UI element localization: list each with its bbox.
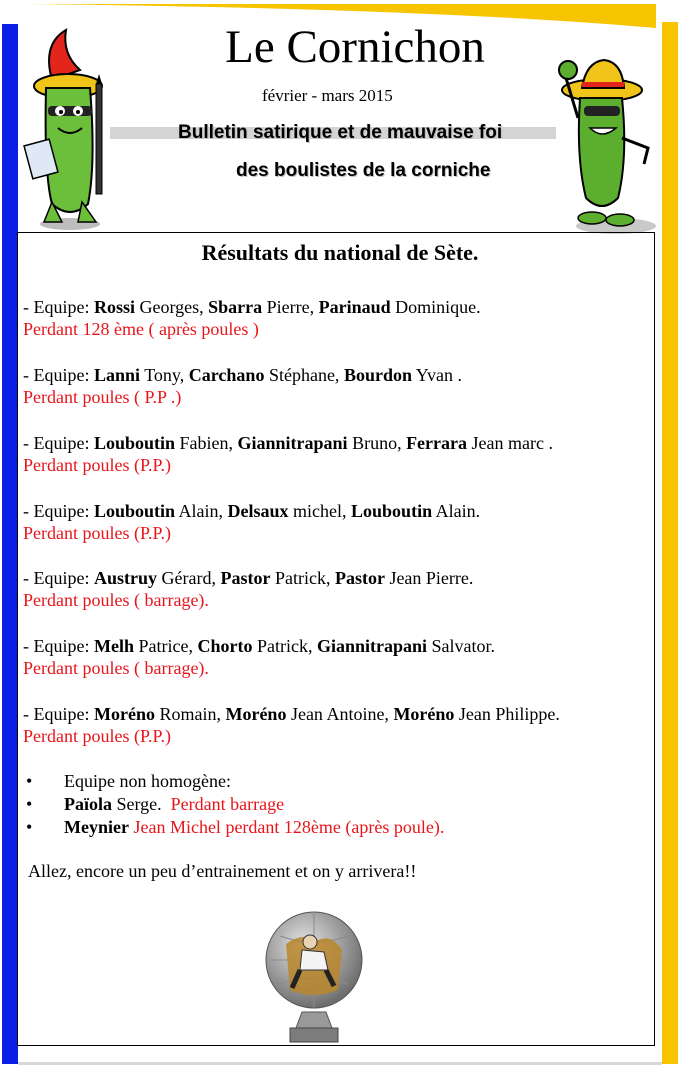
team-prefix: - Equipe: xyxy=(23,704,94,724)
result-text: Jean Michel perdant 128ème (après poule). xyxy=(128,817,445,837)
result-text: Perdant barrage xyxy=(170,794,285,814)
player-first-name: Serge. xyxy=(112,794,171,814)
team-players xyxy=(23,703,560,725)
player-first-name: Gérard, xyxy=(157,568,221,588)
team-result: Perdant poules (P.P.) xyxy=(23,523,171,543)
team-prefix: - Equipe: xyxy=(23,365,94,385)
issue-date: février - mars 2015 xyxy=(262,86,393,105)
player-last-name: Louboutin xyxy=(351,501,433,521)
team-players xyxy=(23,296,481,318)
player-last-name: Meynier xyxy=(64,817,129,837)
player-last-name: Païola xyxy=(64,794,112,814)
player-last-name: Chorto xyxy=(197,636,253,656)
team-players xyxy=(23,635,495,657)
team-entry xyxy=(23,296,481,340)
player-last-name: Bourdon xyxy=(343,365,412,385)
player-first-name: Jean Philippe. xyxy=(454,704,560,724)
team-entry xyxy=(23,703,560,747)
player-last-name: Rossi xyxy=(93,297,135,317)
bullet-dot: • xyxy=(26,771,33,791)
bullet-dot: • xyxy=(26,817,33,837)
player-last-name: Ferrara xyxy=(406,433,468,453)
player-first-name: Tony, xyxy=(140,365,189,385)
player-last-name: Delsaux xyxy=(227,501,289,521)
player-last-name: Moréno xyxy=(225,704,287,724)
player-last-name: Pastor xyxy=(220,568,271,588)
subtitle-line-2: des boulistes de la corniche xyxy=(236,160,491,181)
player-first-name: Alain, xyxy=(175,501,228,521)
player-first-name: Patrice, xyxy=(133,636,198,656)
player-first-name: Jean marc . xyxy=(467,433,553,453)
bottom-border xyxy=(18,1062,662,1065)
team-result: Perdant poules (P.P.) xyxy=(23,726,171,746)
player-first-name: Yvan . xyxy=(411,365,462,385)
team-entry xyxy=(23,500,480,544)
team-prefix: - Equipe: xyxy=(23,636,94,656)
player-last-name: Louboutin xyxy=(93,433,176,453)
player-last-name: Giannitrapani xyxy=(316,636,427,656)
player-first-name: Pierre, xyxy=(262,297,319,317)
player-last-name: Giannitrapani xyxy=(237,433,348,453)
team-prefix: - Equipe: xyxy=(23,297,94,317)
team-entry xyxy=(23,635,495,679)
team-prefix: - Equipe: xyxy=(23,568,94,588)
player-first-name: Alain. xyxy=(432,501,481,521)
player-first-name: Stéphane, xyxy=(264,365,344,385)
right-yellow-border xyxy=(662,22,678,1064)
section-title: Résultats du national de Sète. xyxy=(201,240,479,265)
bullet-list xyxy=(26,770,444,839)
player-last-name: Austruy xyxy=(93,568,157,588)
player-first-name: Bruno, xyxy=(347,433,407,453)
player-first-name: Georges, xyxy=(135,297,209,317)
player-first-name: Patrick, xyxy=(252,636,317,656)
player-last-name: Melh xyxy=(93,636,134,656)
team-prefix: - Equipe: xyxy=(23,501,94,521)
team-result: Perdant 128 ème ( après poules ) xyxy=(23,319,259,339)
left-blue-border xyxy=(2,24,18,1064)
newsletter-title: Le Cornichon xyxy=(225,21,485,73)
petanque-trophy-image xyxy=(262,904,366,1046)
pickle-mascot-left-image xyxy=(22,24,114,234)
player-last-name: Lanni xyxy=(93,365,141,385)
bullet-dot: • xyxy=(26,794,33,814)
team-players xyxy=(23,364,462,386)
player-first-name: Dominique. xyxy=(390,297,481,317)
player-first-name: Salvator. xyxy=(427,636,495,656)
player-first-name: Jean Pierre. xyxy=(384,568,474,588)
pickle-mascot-right-image xyxy=(556,48,660,238)
bullet-item xyxy=(26,793,444,816)
team-result: Perdant poules ( barrage). xyxy=(23,590,209,610)
team-result: Perdant poules ( barrage). xyxy=(23,658,209,678)
player-first-name: Patrick, xyxy=(270,568,335,588)
player-last-name: Sbarra xyxy=(208,297,263,317)
player-first-name: Fabien, xyxy=(175,433,238,453)
player-last-name: Parinaud xyxy=(318,297,391,317)
team-prefix: - Equipe: xyxy=(23,433,94,453)
player-last-name: Moréno xyxy=(393,704,455,724)
player-last-name: Carchano xyxy=(188,365,265,385)
player-first-name: Romain, xyxy=(154,704,226,724)
player-last-name: Louboutin xyxy=(93,501,176,521)
bullet-item xyxy=(26,816,444,839)
player-first-name: Jean Antoine, xyxy=(286,704,394,724)
team-entry xyxy=(23,432,553,476)
player-first-name: michel, xyxy=(288,501,352,521)
subtitle-line-1: Bulletin satirique et de mauvaise foi xyxy=(178,122,503,143)
team-players xyxy=(23,500,480,522)
team-result: Perdant poules (P.P.) xyxy=(23,455,171,475)
team-players xyxy=(23,432,553,454)
team-result: Perdant poules ( P.P .) xyxy=(23,387,182,407)
player-last-name: Pastor xyxy=(334,568,385,588)
bullet-text: Equipe non homogène: xyxy=(64,771,231,791)
bullet-item xyxy=(26,770,444,793)
closing-message: Allez, encore un peu d’entrainement et on y arrivera!! xyxy=(28,861,417,881)
team-entry xyxy=(23,567,473,611)
team-entry xyxy=(23,364,462,408)
team-players xyxy=(23,567,473,589)
player-last-name: Moréno xyxy=(93,704,155,724)
